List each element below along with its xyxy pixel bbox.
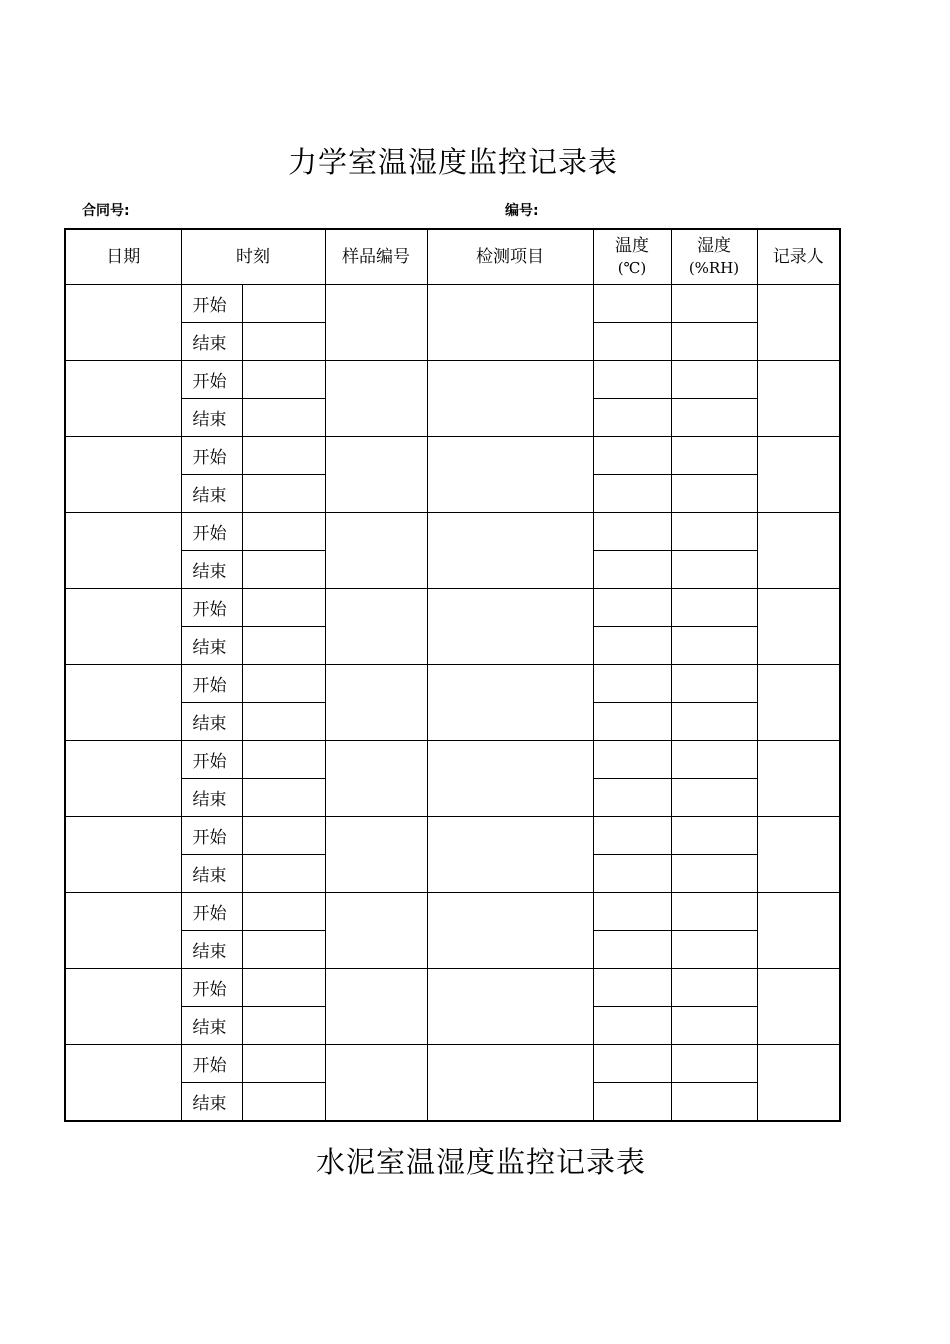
end-label: 结束	[181, 855, 242, 893]
start-label: 开始	[181, 437, 242, 475]
start-temperature-cell[interactable]	[593, 513, 671, 551]
end-humidity-cell[interactable]	[671, 399, 757, 437]
log-body	[65, 285, 840, 1122]
sample-number-cell[interactable]	[325, 589, 427, 665]
start-humidity-cell[interactable]	[671, 665, 757, 703]
start-label: 开始	[181, 1045, 242, 1083]
end-temperature-cell[interactable]	[593, 1083, 671, 1122]
start-humidity-cell[interactable]	[671, 361, 757, 399]
end-label: 结束	[181, 703, 242, 741]
end-label: 结束	[181, 323, 242, 361]
start-temperature-cell[interactable]	[593, 893, 671, 931]
recorder-cell[interactable]	[757, 285, 840, 361]
test-item-cell[interactable]	[427, 817, 593, 893]
start-humidity-cell[interactable]	[671, 817, 757, 855]
sample-number-cell[interactable]	[325, 513, 427, 589]
sample-number-cell[interactable]	[325, 817, 427, 893]
end-label: 结束	[181, 1007, 242, 1045]
test-item-cell[interactable]	[427, 665, 593, 741]
end-temperature-cell[interactable]	[593, 627, 671, 665]
test-item-cell[interactable]	[427, 969, 593, 1045]
log-row-start	[65, 513, 840, 551]
start-time-cell[interactable]	[242, 893, 325, 931]
start-humidity-cell[interactable]	[671, 589, 757, 627]
end-label: 结束	[181, 1083, 242, 1122]
log-row-start	[65, 437, 840, 475]
date-cell[interactable]	[65, 741, 181, 817]
header-recorder: 记录人	[757, 229, 840, 285]
start-humidity-cell[interactable]	[671, 969, 757, 1007]
end-humidity-cell[interactable]	[671, 779, 757, 817]
start-time-cell[interactable]	[242, 437, 325, 475]
recorder-cell[interactable]	[757, 361, 840, 437]
start-temperature-cell[interactable]	[593, 1045, 671, 1083]
log-row-start	[65, 589, 840, 627]
header-temperature-unit: (℃)	[617, 259, 647, 277]
end-time-cell[interactable]	[242, 551, 325, 589]
test-item-cell[interactable]	[427, 1045, 593, 1122]
start-label: 开始	[181, 513, 242, 551]
end-humidity-cell[interactable]	[671, 855, 757, 893]
start-label: 开始	[181, 741, 242, 779]
end-humidity-cell[interactable]	[671, 1007, 757, 1045]
header-test-item: 检测项目	[427, 229, 593, 285]
end-time-cell[interactable]	[242, 1083, 325, 1122]
recorder-cell[interactable]	[757, 893, 840, 969]
log-row-start	[65, 1045, 840, 1083]
log-row-start	[65, 817, 840, 855]
end-humidity-cell[interactable]	[671, 703, 757, 741]
header-date: 日期	[65, 229, 181, 285]
start-temperature-cell[interactable]	[593, 437, 671, 475]
start-humidity-cell[interactable]	[671, 513, 757, 551]
end-time-cell[interactable]	[242, 399, 325, 437]
sample-number-cell[interactable]	[325, 1045, 427, 1122]
end-temperature-cell[interactable]	[593, 779, 671, 817]
serial-number-label: 编号:	[505, 203, 539, 219]
test-item-cell[interactable]	[427, 893, 593, 969]
end-time-cell[interactable]	[242, 1007, 325, 1045]
header-row	[65, 229, 840, 285]
sample-number-cell[interactable]	[325, 969, 427, 1045]
header-time: 时刻	[181, 229, 325, 285]
start-time-cell[interactable]	[242, 969, 325, 1007]
start-humidity-cell[interactable]	[671, 741, 757, 779]
end-label: 结束	[181, 551, 242, 589]
start-temperature-cell[interactable]	[593, 741, 671, 779]
end-temperature-cell[interactable]	[593, 475, 671, 513]
start-temperature-cell[interactable]	[593, 665, 671, 703]
test-item-cell[interactable]	[427, 437, 593, 513]
monitoring-log-table	[64, 228, 841, 1122]
end-humidity-cell[interactable]	[671, 551, 757, 589]
end-label: 结束	[181, 779, 242, 817]
end-temperature-cell[interactable]	[593, 323, 671, 361]
start-time-cell[interactable]	[242, 361, 325, 399]
start-humidity-cell[interactable]	[671, 893, 757, 931]
start-temperature-cell[interactable]	[593, 969, 671, 1007]
end-label: 结束	[181, 931, 242, 969]
end-humidity-cell[interactable]	[671, 931, 757, 969]
end-label: 结束	[181, 627, 242, 665]
start-label: 开始	[181, 361, 242, 399]
log-row-start	[65, 361, 840, 399]
test-item-cell[interactable]	[427, 589, 593, 665]
end-temperature-cell[interactable]	[593, 703, 671, 741]
start-humidity-cell[interactable]	[671, 285, 757, 323]
date-cell[interactable]	[65, 361, 181, 437]
header-sample-number: 样品编号	[325, 229, 427, 285]
log-row-start	[65, 285, 840, 323]
recorder-cell[interactable]	[757, 1045, 840, 1122]
date-cell[interactable]	[65, 665, 181, 741]
recorder-cell[interactable]	[757, 589, 840, 665]
date-cell[interactable]	[65, 589, 181, 665]
header-humidity-unit: (%RH)	[688, 259, 740, 277]
date-cell[interactable]	[65, 893, 181, 969]
end-time-cell[interactable]	[242, 855, 325, 893]
end-humidity-cell[interactable]	[671, 627, 757, 665]
page-title: 力学室温湿度监控记录表	[287, 145, 618, 179]
sample-number-cell[interactable]	[325, 893, 427, 969]
date-cell[interactable]	[65, 513, 181, 589]
start-humidity-cell[interactable]	[671, 1045, 757, 1083]
sample-number-cell[interactable]	[325, 437, 427, 513]
end-humidity-cell[interactable]	[671, 475, 757, 513]
test-item-cell[interactable]	[427, 285, 593, 361]
sample-number-cell[interactable]	[325, 285, 427, 361]
recorder-cell[interactable]	[757, 665, 840, 741]
start-time-cell[interactable]	[242, 741, 325, 779]
header-humidity-label: 湿度	[697, 236, 731, 256]
log-row-start	[65, 665, 840, 703]
start-time-cell[interactable]	[242, 589, 325, 627]
end-time-cell[interactable]	[242, 475, 325, 513]
end-temperature-cell[interactable]	[593, 399, 671, 437]
end-humidity-cell[interactable]	[671, 323, 757, 361]
start-time-cell[interactable]	[242, 817, 325, 855]
date-cell[interactable]	[65, 285, 181, 361]
end-time-cell[interactable]	[242, 627, 325, 665]
end-time-cell[interactable]	[242, 931, 325, 969]
header-humidity	[671, 229, 757, 285]
start-temperature-cell[interactable]	[593, 361, 671, 399]
recorder-cell[interactable]	[757, 513, 840, 589]
header-temperature-label: 温度	[615, 236, 649, 256]
end-time-cell[interactable]	[242, 703, 325, 741]
start-label: 开始	[181, 665, 242, 703]
start-label: 开始	[181, 285, 242, 323]
start-label: 开始	[181, 589, 242, 627]
test-item-cell[interactable]	[427, 741, 593, 817]
log-row-start	[65, 741, 840, 779]
start-label: 开始	[181, 969, 242, 1007]
start-label: 开始	[181, 817, 242, 855]
end-label: 结束	[181, 399, 242, 437]
sample-number-cell[interactable]	[325, 665, 427, 741]
date-cell[interactable]	[65, 437, 181, 513]
date-cell[interactable]	[65, 1045, 181, 1122]
sample-number-cell[interactable]	[325, 361, 427, 437]
start-label: 开始	[181, 893, 242, 931]
contract-number-label: 合同号:	[82, 203, 130, 219]
end-temperature-cell[interactable]	[593, 1007, 671, 1045]
recorder-cell[interactable]	[757, 969, 840, 1045]
log-row-start	[65, 893, 840, 931]
sample-number-cell[interactable]	[325, 741, 427, 817]
next-section-title: 水泥室温湿度监控记录表	[315, 1145, 646, 1179]
test-item-cell[interactable]	[427, 361, 593, 437]
start-time-cell[interactable]	[242, 1045, 325, 1083]
end-label: 结束	[181, 475, 242, 513]
test-item-cell[interactable]	[427, 513, 593, 589]
date-cell[interactable]	[65, 969, 181, 1045]
start-temperature-cell[interactable]	[593, 285, 671, 323]
recorder-cell[interactable]	[757, 437, 840, 513]
end-temperature-cell[interactable]	[593, 551, 671, 589]
start-humidity-cell[interactable]	[671, 437, 757, 475]
recorder-cell[interactable]	[757, 741, 840, 817]
start-temperature-cell[interactable]	[593, 589, 671, 627]
date-cell[interactable]	[65, 817, 181, 893]
start-time-cell[interactable]	[242, 513, 325, 551]
end-time-cell[interactable]	[242, 323, 325, 361]
header-temperature	[593, 229, 671, 285]
log-row-start	[65, 969, 840, 1007]
end-temperature-cell[interactable]	[593, 855, 671, 893]
start-time-cell[interactable]	[242, 665, 325, 703]
end-time-cell[interactable]	[242, 779, 325, 817]
start-time-cell[interactable]	[242, 285, 325, 323]
recorder-cell[interactable]	[757, 817, 840, 893]
start-temperature-cell[interactable]	[593, 817, 671, 855]
end-temperature-cell[interactable]	[593, 931, 671, 969]
end-humidity-cell[interactable]	[671, 1083, 757, 1122]
